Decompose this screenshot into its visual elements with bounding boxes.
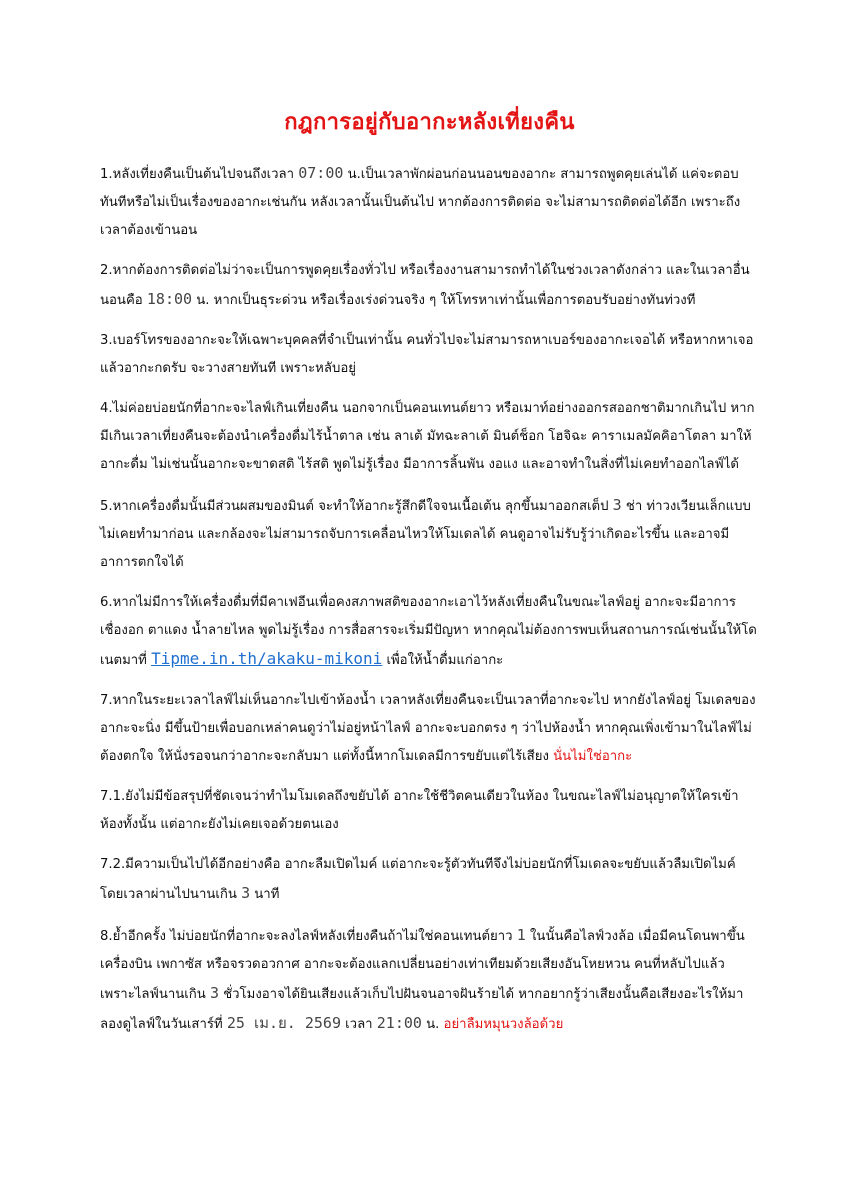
donate-link[interactable]: Tipme.in.th/akaku-mikoni — [151, 649, 383, 668]
document-title: กฎการอยู่กับอากะหลังเที่ยงคืน — [284, 110, 575, 135]
rule-8-reminder: อย่าลืมหมุนวงล้อด้วย — [443, 1017, 564, 1032]
rule-5-number: 3 — [612, 496, 622, 514]
rule-8 — [100, 921, 759, 1039]
rule-6-text-b: เพื่อให้น้ำดื่มแก่อากะ — [382, 653, 504, 668]
rule-1-text-a: 1.หลังเที่ยงคืนเป็นต้นไปจนถึงเวลา — [100, 167, 299, 182]
rule-7-warning: นั่นไม่ใช่อากะ — [553, 749, 633, 764]
rule-8-number: 1 — [516, 926, 526, 944]
rule-8-text-d: เวลา — [340, 1017, 377, 1032]
rule-1 — [100, 159, 759, 245]
rule-8-number-2: 3 — [209, 984, 219, 1002]
rule-7-2-text-a: 7.2.มีความเป็นไปได้อีกอย่างคือ อากะลืมเปิดไมค์ แต่อากะจะรู้ตัวทันทีจึงไม่บ่อยนักที่โมเดลจะขยับแล้วลืมเปิดไมค์โดยเวลาผ่านไปนานเกิน — [100, 857, 736, 902]
rule-8-text-a: 8.ย้ำอีกครั้ง ไม่บ่อยนักที่อากะจะลงไลฟ์หลังเที่ยงคืนถ้าไม่ใช่คอนเทนต์ยาว — [100, 929, 517, 944]
rule-7-text-a: 7.หากในระยะเวลาไลฟ์ไม่เห็นอากะไปเข้าห้องน้ำ เวลาหลังเที่ยงคืนจะเป็นเวลาที่อากะจะไป หากยังไลฟ์อยู่ โมเดลของอากะจะนิ่ง มีขึ้นป้ายเพื่อบอกเหล่าคนดูว่าไม่อยู่หน้าไลฟ์ อากะจะบอกตรง ๆ ว่าไปห้องน้ำ หากคุณเพิ่งเข้ามาในไลฟ์ไม่ต้องตกใจ ให้นั่งรอจนกว่าอากะจะกลับมา แต่ทั้งนี้หากโมเดลมีการขยับแต่ไร้เสียง — [100, 693, 756, 764]
rule-8-text-b: ในนั้นคือไลฟ์วงล้อ เมื่อมีคนโดนพาขึ้นเครื่องบิน เพกาซัส หรือจรวดอวกาศ อากะจะต้องแลกเปลี่ยนอย่างเท่าเทียมด้วยเสียงอันโหยหวน คนที่หลับไปแล้วเพราะไลฟ์นานเกิน — [100, 929, 745, 1002]
rule-1-time: 07:00 — [298, 164, 344, 182]
rule-6 — [100, 589, 759, 675]
rule-4: 4.ไม่ค่อยบ่อยนักที่อากะจะไลฟ์เกินเที่ยงคืน นอกจากเป็นคอนเทนต์ยาว หรือเมาท์อย่างออกรสออกชาติมากเกินไป หากมีเกินเวลาเที่ยงคืนจะต้องนำเครื่องดื่มไร้น้ำตาล เช่น ลาเต้ มัทฉะลาเต้ มินต์ช็อก โฮจิฉะ คาราเมลมัคคิอาโตลา มาให้อากะดื่ม ไม่เช่นนั้นอากะจะขาดสติ ไร้สติ พูดไม่รู้เรื่อง มีอาการลิ้นพัน งอแง และอาจทำในสิ่งที่ไม่เคยทำออกไลฟ์ได้ — [100, 401, 755, 472]
rule-7-1: 7.1.ยังไม่มีข้อสรุปที่ชัดเจนว่าทำไมโมเดลถึงขยับได้ อากะใช้ชีวิตคนเดียวในห้อง ในขณะไลฟ์ไม่อนุญาตให้ใครเข้าห้องทั้งนั้น แต่อากะยังไม่เคยเจอด้วยตนเอง — [100, 789, 739, 832]
rule-8-text-e: น. — [421, 1017, 444, 1032]
rule-5-text-a: 5.หากเครื่องดื่มนั้นมีส่วนผสมของมินต์ จะทำให้อากะรู้สึกดีใจจนเนื้อเต้น ลุกขึ้นมาออกสเต็ป — [100, 499, 613, 514]
rule-5 — [100, 491, 759, 577]
rule-7 — [100, 687, 759, 771]
rule-7-2-text-b: นาที — [250, 887, 280, 902]
rule-3: 3.เบอร์โทรของอากะจะให้เฉพาะบุคคลที่จำเป็นเท่านั้น คนทั่วไปจะไม่สามารถหาเบอร์ของอากะเจอได้ หรือหากหาเจอแล้วอากะกดรับ จะวางสายทันที เพราะหลับอยู่ — [100, 333, 754, 376]
rule-2-text-a: 2.หากต้องการติดต่อไม่ว่าจะเป็นการพูดคุยเรื่องทั่วไป หรือเรื่องงานสามารถทำได้ในช่วงเวลาดังกล่าว และในเวลาอื่นนอนคือ — [100, 263, 750, 308]
rule-2 — [100, 257, 759, 315]
rule-1-text-b: น.เป็นเวลาพักผ่อนก่อนนอนของอากะ สามารถพูดคุยเล่นได้ แค่จะตอบทันทีหรือไม่เป็นเรื่องของอากะเช่นกัน หลังเวลานั้นเป็นต้นไป หากต้องการติดต่อ จะไม่สามารถติดต่อได้อีก เพราะถึงเวลาต้องเข้านอน — [100, 167, 741, 238]
rule-2-text-b: น. หากเป็นธุระด่วน หรือเรื่องเร่งด่วนจริง ๆ ให้โทรหาเท่านั้นเพื่อการตอบรับอย่างทันท่วงที — [192, 293, 696, 308]
rule-7-2-number: 3 — [241, 884, 251, 902]
rule-6-text-a: 6.หากไม่มีการให้เครื่องดื่มที่มีคาเฟอีนเพื่อคงสภาพสติของอากะเอาไว้หลังเที่ยงคืนในขณะไลฟ์อยู่ อากะจะมีอาการเชื่องอก ตาแดง น้ำลายไหล พูดไม่รู้เรื่อง การสื่อสารจะเริ่มมีปัญหา หากคุณไม่ต้องการพบเห็นสถานการณ์เช่นนั้นให้โดเนตมาที่ — [100, 595, 757, 668]
rule-8-text-c: ชั่วโมงอาจได้ยินเสียงแล้วเก็บไปฝันจนอาจฝันร้ายได้ หากอยากรู้ว่าเสียงนั้นคือเสียงอะไรให้มาลองดูไลฟ์ในวันเสาร์ที่ — [100, 987, 744, 1032]
rule-8-date: 25 เม.ย. 2569 — [226, 1014, 341, 1032]
rule-7-2 — [100, 851, 759, 909]
rule-8-time: 21:00 — [376, 1014, 422, 1032]
rule-5-text-b: ช่า ท่าวงเวียนเล็กแบบไม่เคยทำมาก่อน และกล้องจะไม่สามารถจับการเคลื่อนไหวให้โมเดลได้ คนดูอาจไม่รับรู้ว่าเกิดอะไรขึ้น และอาจมีอาการตกใจได้ — [100, 499, 751, 570]
rule-2-time: 18:00 — [146, 290, 193, 308]
